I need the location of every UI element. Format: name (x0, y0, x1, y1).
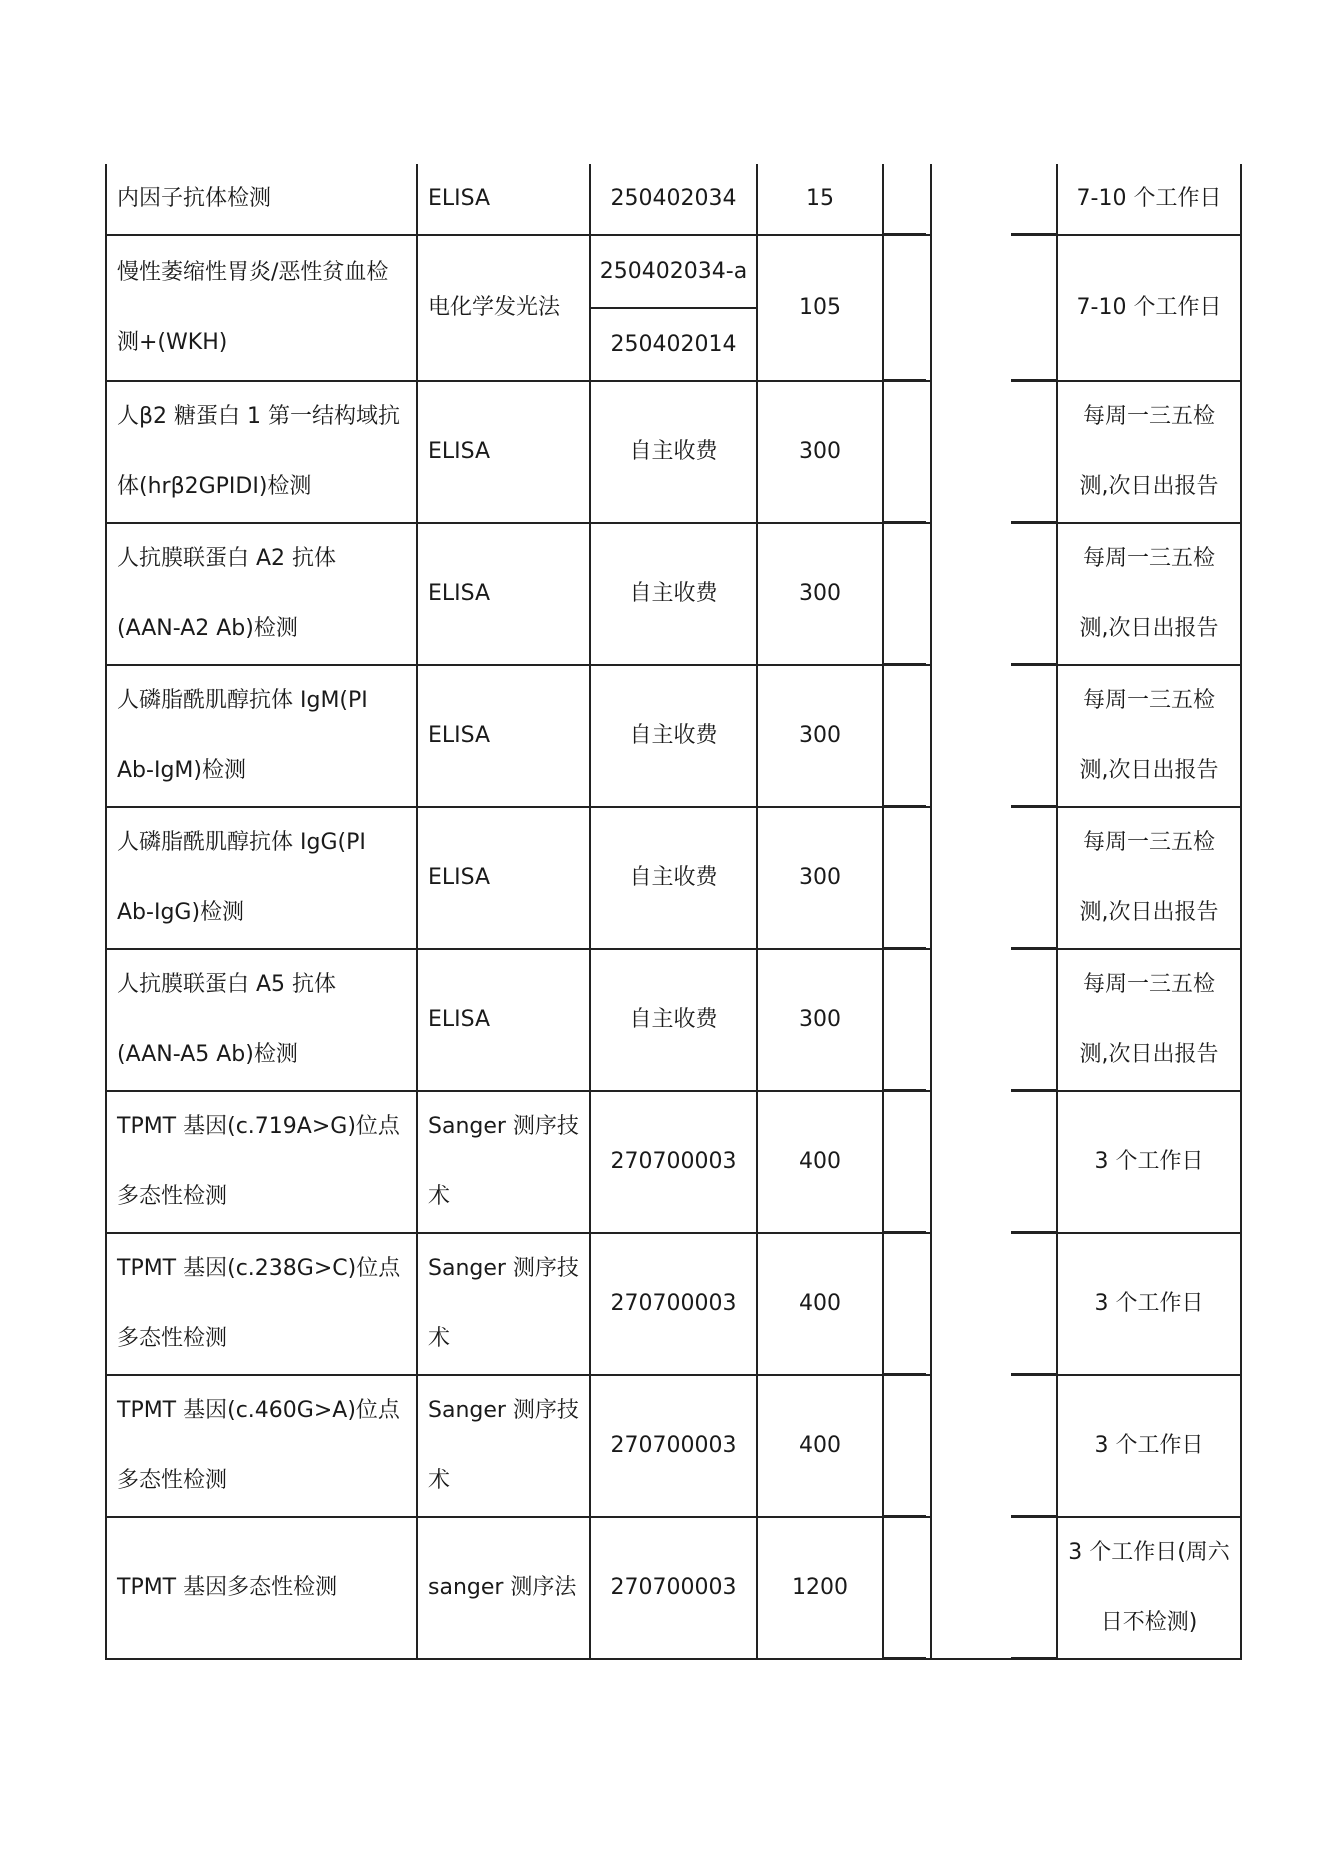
blank-cell (1011, 1233, 1057, 1375)
blank-cell (883, 164, 931, 235)
charge-code-cell (590, 235, 757, 381)
charge-code: 自主收费 (629, 439, 718, 464)
test-name-cell-line: 人磷脂酰肌醇抗体 IgM(PI (117, 688, 368, 713)
method-cell (417, 949, 590, 1091)
method-cell (417, 807, 590, 949)
price-cell: 400 (757, 1091, 883, 1233)
table-row (106, 1233, 1241, 1375)
method-cell-line: ELISA (428, 723, 491, 748)
test-name-cell-line: 人磷脂酰肌醇抗体 IgG(PI (117, 830, 366, 855)
blank-cell (1011, 949, 1057, 1091)
blank-cell (883, 1233, 931, 1375)
test-item-table (105, 164, 1242, 1660)
test-name-cell-line: TPMT 基因(c.719A>G)位点 (117, 1114, 400, 1139)
test-name-cell (106, 949, 417, 1091)
charge-code-cell (590, 523, 757, 665)
method-cell (417, 523, 590, 665)
charge-code: 自主收费 (629, 581, 718, 606)
gap-cell (931, 523, 1011, 665)
charge-code: 自主收费 (629, 865, 718, 890)
turnaround-cell (1057, 1517, 1241, 1659)
price-cell: 1200 (757, 1517, 883, 1659)
charge-code-cell (590, 949, 757, 1091)
method-cell-line: 术 (428, 1326, 451, 1351)
test-name-cell-line: 多态性检测 (117, 1184, 228, 1209)
charge-code: 270700003 (610, 1433, 737, 1458)
turnaround-cell-line: 测,次日出报告 (1079, 900, 1219, 925)
blank-cell (883, 949, 931, 1091)
blank-cell (883, 807, 931, 949)
turnaround-cell (1057, 381, 1241, 523)
method-cell-line: ELISA (428, 1007, 491, 1032)
turnaround-cell-line: 每周一三五检 (1082, 830, 1215, 855)
test-name-cell-line: Ab-IgM)检测 (117, 758, 246, 783)
charge-code-cell (590, 1517, 757, 1659)
table-row (106, 807, 1241, 949)
charge-code: 250402034 (610, 186, 737, 211)
table-row (106, 665, 1241, 807)
blank-cell (1011, 1091, 1057, 1233)
gap-cell (931, 381, 1011, 523)
method-cell (417, 665, 590, 807)
test-name-cell (106, 807, 417, 949)
turnaround-cell-line: 3 个工作日 (1094, 1149, 1204, 1174)
charge-code-cell (590, 164, 757, 235)
test-name-cell (106, 381, 417, 523)
price-cell: 105 (757, 235, 883, 381)
table-row (106, 164, 1241, 235)
turnaround-cell (1057, 235, 1241, 381)
method-cell-line: 术 (428, 1468, 451, 1493)
charge-code-cell (590, 807, 757, 949)
turnaround-cell-line: 日不检测) (1100, 1610, 1198, 1635)
blank-cell (883, 235, 931, 381)
test-name-cell-line: 测+(WKH) (117, 330, 228, 355)
price-cell: 400 (757, 1233, 883, 1375)
test-name-cell-line: TPMT 基因(c.238G>C)位点 (117, 1256, 401, 1281)
test-name-cell-line: 多态性检测 (117, 1326, 228, 1351)
blank-cell (1011, 164, 1057, 235)
test-name-cell-line: (AAN-A5 Ab)检测 (117, 1042, 298, 1067)
price-cell: 300 (757, 949, 883, 1091)
test-name-cell-line: TPMT 基因(c.460G>A)位点 (117, 1398, 400, 1423)
blank-cell (883, 523, 931, 665)
method-cell (417, 1517, 590, 1659)
gap-cell (931, 1233, 1011, 1375)
charge-code-cell (590, 1375, 757, 1517)
test-name-cell-line: Ab-IgG)检测 (117, 900, 245, 925)
blank-cell (1011, 665, 1057, 807)
price-cell: 300 (757, 381, 883, 523)
test-name-cell-line: 人抗膜联蛋白 A5 抗体 (117, 972, 337, 997)
blank-cell (1011, 1517, 1057, 1659)
turnaround-cell (1057, 164, 1241, 235)
gap-cell (931, 164, 1011, 235)
table-row (106, 1375, 1241, 1517)
charge-code: 270700003 (610, 1291, 737, 1316)
turnaround-cell (1057, 1091, 1241, 1233)
price-cell: 400 (757, 1375, 883, 1517)
test-name-cell (106, 164, 417, 235)
method-cell (417, 164, 590, 235)
turnaround-cell-line: 每周一三五检 (1082, 404, 1215, 429)
test-name-cell-line: 慢性萎缩性胃炎/恶性贫血检 (117, 260, 389, 285)
test-name-cell (106, 235, 417, 381)
test-name-cell-line: TPMT 基因多态性检测 (117, 1575, 338, 1600)
charge-code: 自主收费 (629, 723, 718, 748)
method-cell-line: Sanger 测序技 (428, 1114, 579, 1139)
gap-cell (931, 235, 1011, 381)
charge-code-cell (590, 1091, 757, 1233)
gap-cell (931, 1517, 1011, 1659)
blank-cell (1011, 523, 1057, 665)
turnaround-cell-line: 每周一三五检 (1082, 546, 1215, 571)
gap-cell (931, 807, 1011, 949)
method-cell (417, 1091, 590, 1233)
test-name-cell (106, 523, 417, 665)
table-body (106, 164, 1241, 1659)
charge-code: 270700003 (610, 1149, 737, 1174)
method-cell (417, 235, 590, 381)
test-name-cell (106, 1517, 417, 1659)
blank-cell (883, 381, 931, 523)
price-cell: 15 (757, 164, 883, 235)
method-cell-line: 术 (428, 1184, 451, 1209)
turnaround-cell (1057, 665, 1241, 807)
turnaround-cell-line: 测,次日出报告 (1079, 474, 1219, 499)
turnaround-cell (1057, 523, 1241, 665)
turnaround-cell-line: 7-10 个工作日 (1076, 295, 1222, 320)
test-name-cell-line: 多态性检测 (117, 1468, 228, 1493)
charge-code-cell (590, 665, 757, 807)
method-cell-line: sanger 测序法 (428, 1575, 577, 1600)
blank-cell (883, 665, 931, 807)
price-cell: 300 (757, 665, 883, 807)
table-row (106, 1091, 1241, 1233)
blank-cell (1011, 807, 1057, 949)
method-cell-line: ELISA (428, 865, 491, 890)
turnaround-cell (1057, 949, 1241, 1091)
test-name-cell-line: 人β2 糖蛋白 1 第一结构域抗 (117, 404, 401, 429)
gap-cell (931, 1091, 1011, 1233)
turnaround-cell-line: 3 个工作日(周六 (1068, 1540, 1230, 1565)
charge-code: 250402014 (610, 332, 737, 357)
charge-code: 270700003 (610, 1575, 737, 1600)
charge-code-cell (590, 1233, 757, 1375)
turnaround-cell (1057, 807, 1241, 949)
test-name-cell (106, 1233, 417, 1375)
method-cell-line: ELISA (428, 186, 491, 211)
blank-cell (883, 1375, 931, 1517)
method-cell (417, 1233, 590, 1375)
gap-cell (931, 665, 1011, 807)
method-cell-line: Sanger 测序技 (428, 1256, 579, 1281)
method-cell-line: ELISA (428, 581, 491, 606)
charge-code: 自主收费 (629, 1007, 718, 1032)
table-row (106, 949, 1241, 1091)
test-name-cell (106, 1375, 417, 1517)
table-row (106, 381, 1241, 523)
blank-cell (1011, 381, 1057, 523)
method-cell (417, 381, 590, 523)
test-name-cell-line: 内因子抗体检测 (117, 186, 272, 211)
method-cell (417, 1375, 590, 1517)
test-name-cell-line: 体(hrβ2GPIDI)检测 (117, 474, 312, 499)
method-cell-line: ELISA (428, 439, 491, 464)
turnaround-cell-line: 3 个工作日 (1094, 1433, 1204, 1458)
gap-cell (931, 1375, 1011, 1517)
table-row (106, 1517, 1241, 1659)
gap-cell (931, 949, 1011, 1091)
blank-cell (883, 1517, 931, 1659)
price-cell: 300 (757, 807, 883, 949)
turnaround-cell-line: 测,次日出报告 (1079, 758, 1219, 783)
test-name-cell (106, 665, 417, 807)
turnaround-cell-line: 测,次日出报告 (1079, 616, 1219, 641)
method-cell-line: Sanger 测序技 (428, 1398, 579, 1423)
turnaround-cell-line: 每周一三五检 (1082, 972, 1215, 997)
turnaround-cell (1057, 1233, 1241, 1375)
turnaround-cell (1057, 1375, 1241, 1517)
table-row (106, 235, 1241, 381)
test-name-cell (106, 1091, 417, 1233)
method-cell-line: 电化学发光法 (428, 295, 561, 320)
blank-cell (883, 1091, 931, 1233)
test-name-cell-line: 人抗膜联蛋白 A2 抗体 (117, 546, 337, 571)
blank-cell (1011, 1375, 1057, 1517)
turnaround-cell-line: 每周一三五检 (1082, 688, 1215, 713)
turnaround-cell-line: 3 个工作日 (1094, 1291, 1204, 1316)
table-row (106, 523, 1241, 665)
charge-code: 250402034-a (591, 236, 756, 309)
turnaround-cell-line: 测,次日出报告 (1079, 1042, 1219, 1067)
test-name-cell-line: (AAN-A2 Ab)检测 (117, 616, 298, 641)
blank-cell (1011, 235, 1057, 381)
charge-code-cell (590, 381, 757, 523)
turnaround-cell-line: 7-10 个工作日 (1076, 186, 1222, 211)
price-cell: 300 (757, 523, 883, 665)
